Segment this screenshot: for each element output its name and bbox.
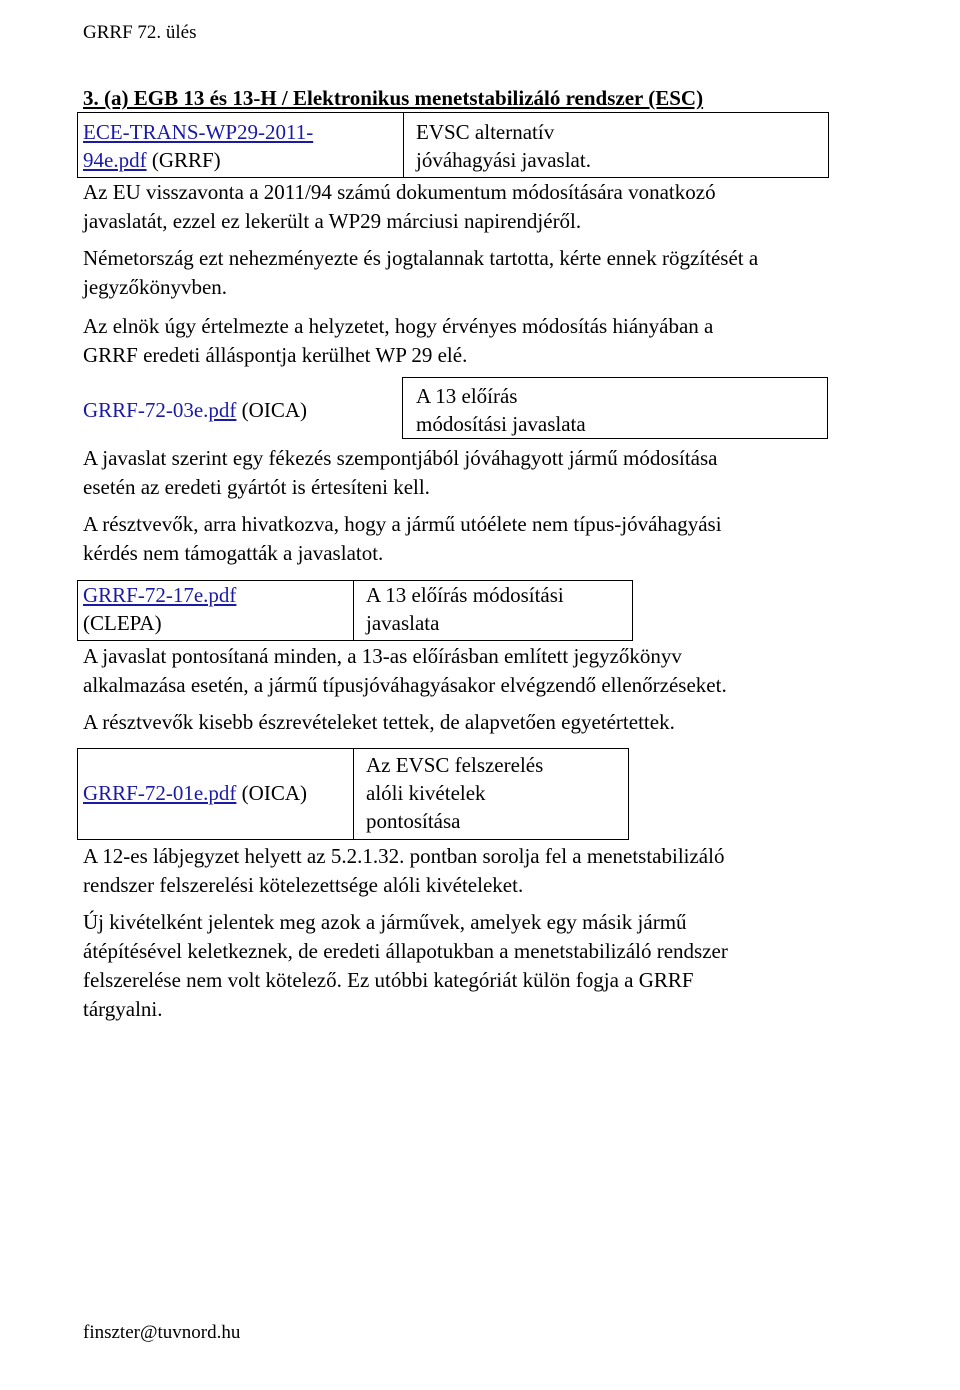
paragraph-9-line4: tárgyalni. [83,997,163,1021]
paragraph-3 [83,312,713,370]
paragraph-6-line1: A javaslat pontosítaná minden, a 13-as előírásban említett jegyzőkönyv [83,644,682,668]
doc2-link-a[interactable]: GRRF-72-03e. [83,398,209,422]
footer-email: finszter@tuvnord.hu [83,1322,241,1343]
paragraph-1 [83,178,716,236]
doc3-link[interactable]: GRRF-72-17e.pdf [83,583,237,607]
paragraph-4-line1: A javaslat szerint egy fékezés szempontjából jóváhagyott jármű módosítása [83,446,718,470]
doc4-source: (OICA) [241,781,307,805]
doc2-link-b[interactable]: pdf [208,398,237,422]
paragraph-9-line2: átépítésével keletkeznek, de eredeti állapotukban a menetstabilizáló rendszer [83,939,728,963]
paragraph-2-line2: jegyzőkönyvben. [83,275,228,299]
paragraph-8-line1: A 12-es lábjegyzet helyett az 5.2.1.32. pontban sorolja fel a menetstabilizáló [83,844,725,868]
doc1-link-text2[interactable]: 94e.pdf [83,148,147,172]
doc1-link-line2 [83,148,221,173]
paragraph-8-line2: rendszer felszerelési kötelezettsége alóli kivételeket. [83,873,524,897]
paragraph-1-line1: Az EU visszavonta a 2011/94 számú dokumentum módosítására vonatkozó [83,180,716,204]
doc3-desc-line1: A 13 előírás módosítási [366,583,564,607]
paragraph-3-line2: GRRF eredeti álláspontja kerülhet WP 29 elé. [83,343,468,367]
doc4-desc-line1: Az EVSC felszerelés [366,753,544,777]
doc3-divider [353,580,354,641]
doc1-source: (GRRF) [151,148,221,172]
doc3-link-line [83,583,236,608]
paragraph-1-line2: javaslatát, ezzel ez lekerült a WP29 márciusi napirendjéről. [83,209,582,233]
paragraph-2 [83,244,758,302]
doc2-link-line [83,398,307,423]
section-title: 3. (a) EGB 13 és 13-H / Elektronikus menetstabilizáló rendszer (ESC) [83,86,704,110]
paragraph-4-line2: esetén az eredeti gyártót is értesíteni kell. [83,475,430,499]
doc3-desc-line2: javaslata [366,611,440,635]
paragraph-8 [83,842,724,900]
doc3-source: (CLEPA) [83,611,162,635]
paragraph-4 [83,444,717,502]
paragraph-5 [83,510,722,568]
doc1-desc-line1: EVSC alternatív [416,120,555,144]
doc1-link-text1[interactable]: ECE-TRANS-WP29-2011- [83,120,314,144]
doc4-link-line [83,781,307,806]
page-header: GRRF 72. ülés [83,22,197,43]
doc1-desc-line2: jóváhagyási javaslat. [416,148,591,172]
paragraph-5-line1: A résztvevők, arra hivatkozva, hogy a jármű utóélete nem típus-jóváhagyási [83,512,722,536]
paragraph-6-line2: alkalmazása esetén, a jármű típusjóváhagyásakor elvégzendő ellenőrzéseket. [83,673,727,697]
doc4-desc-line3: pontosítása [366,809,461,833]
doc4-link[interactable]: GRRF-72-01e.pdf [83,781,237,805]
paragraph-9-line1: Új kivételként jelentek meg azok a járművek, amelyek egy másik jármű [83,910,687,934]
paragraph-7 [83,708,675,737]
paragraph-5-line2: kérdés nem támogatták a javaslatot. [83,541,384,565]
doc4-desc-line2: alóli kivételek [366,781,486,805]
doc1-link-line1[interactable] [83,120,313,145]
paragraph-9-line3: felszerelése nem volt kötelező. Ez utóbbi kategóriát külön fogja a GRRF [83,968,694,992]
doc2-desc-line2: módosítási javaslata [416,412,586,436]
paragraph-9 [83,908,728,1024]
paragraph-6 [83,642,727,700]
paragraph-7-line1: A résztvevők kisebb észrevételeket tettek, de alapvetően egyetértettek. [83,710,675,734]
doc4-divider [353,748,354,840]
doc2-source: (OICA) [241,398,307,422]
doc1-divider [403,112,404,178]
paragraph-3-line1: Az elnök úgy értelmezte a helyzetet, hogy érvényes módosítás hiányában a [83,314,714,338]
paragraph-2-line1: Németország ezt nehezményezte és jogtalannak tartotta, kérte ennek rögzítését a [83,246,759,270]
doc2-desc-line1: A 13 előírás [416,384,518,408]
